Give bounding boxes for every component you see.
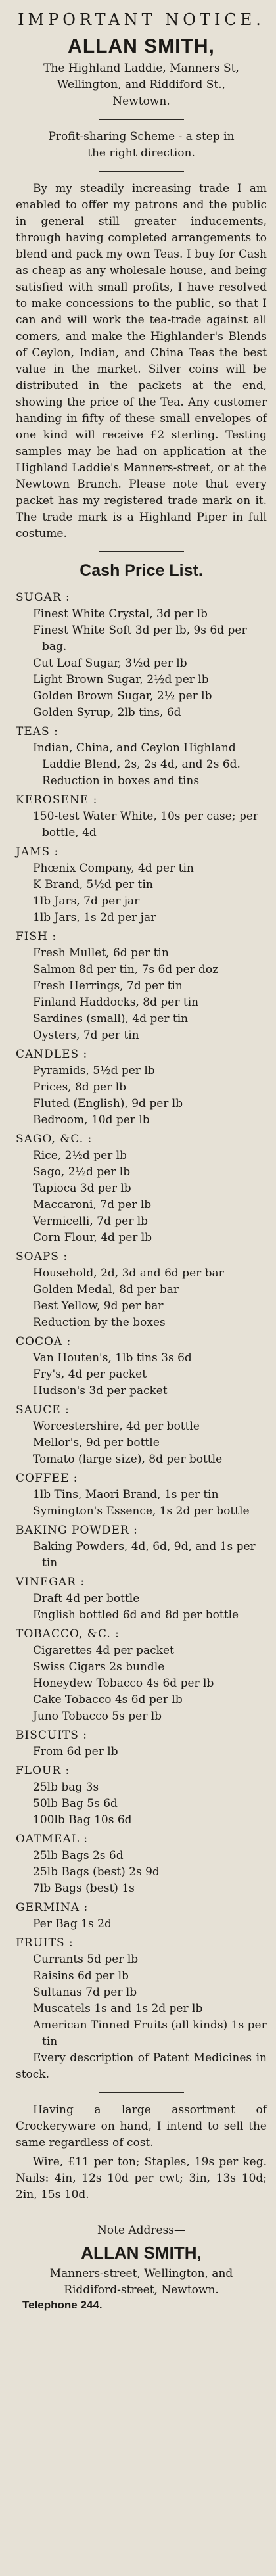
price-item: Mellor's, 9d per bottle <box>33 1436 160 1449</box>
header-address-line: Wellington, and Riddiford St., <box>57 78 226 91</box>
price-item: Corn Flour, 4d per lb <box>33 1231 152 1244</box>
price-item: Finest White Soft 3d per lb, 9s 6d per bag. <box>33 624 247 653</box>
divider <box>99 119 184 120</box>
price-item: Cigarettes 4d per packet <box>33 1644 174 1657</box>
price-item: Van Houten's, 1lb tins 3s 6d <box>33 1351 192 1365</box>
price-item: Fluted (English), 9d per lb <box>33 1097 183 1110</box>
price-category: TOBACCO, &C. : <box>16 1628 120 1641</box>
price-item: Fresh Herrings, 7d per tin <box>33 979 183 993</box>
price-item: Raisins 6d per lb <box>33 1969 129 1982</box>
price-item: Hudson's 3d per packet <box>33 1384 168 1397</box>
footer-address-line: Manners-street, Wellington, and <box>49 2267 233 2280</box>
price-item: 100lb Bag 10s 6d <box>33 1814 132 1827</box>
price-item: Household, 2d, 3d and 6d per bar <box>33 1267 224 1280</box>
price-category: COCOA : <box>16 1335 72 1348</box>
price-item: Fresh Mullet, 6d per tin <box>33 947 169 960</box>
price-item: Swiss Cigars 2s bundle <box>33 1660 165 1674</box>
price-item: 25lb Bags (best) 2s 9d <box>33 1865 160 1879</box>
telephone: Telephone 244. <box>22 2299 103 2311</box>
price-category: FLOUR : <box>16 1764 70 1777</box>
crockery-paragraph: Having a large assortment of Crockeryware on hand, I intend to sell the same regardless of cost. <box>16 2103 267 2149</box>
price-item: Sago, 2½d per lb <box>33 1165 131 1179</box>
price-item: 1lb Jars, 7d per jar <box>33 895 140 908</box>
price-item: Rice, 2½d per lb <box>33 1149 127 1162</box>
price-item: English bottled 6d and 8d per bottle <box>33 1608 239 1622</box>
price-item: Sultanas 7d per lb <box>33 1986 137 1999</box>
price-list-title: Cash Price List. <box>80 561 203 580</box>
tagline <box>16 129 267 162</box>
price-item: Honeydew Tobacco 4s 6d per lb <box>33 1677 214 1690</box>
price-category: COFFEE : <box>16 1472 78 1485</box>
price-category: BISCUITS : <box>16 1729 88 1742</box>
price-item: Currants 5d per lb <box>33 1953 139 1966</box>
divider <box>99 171 184 172</box>
price-item: Oysters, 7d per tin <box>33 1029 139 1042</box>
price-category: FRUITS : <box>16 1936 74 1950</box>
price-item: Reduction by the boxes <box>33 1316 166 1329</box>
price-category: TEAS : <box>16 725 58 738</box>
price-item: Finland Haddocks, 8d per tin <box>33 996 199 1009</box>
price-item: Pyramids, 5½d per lb <box>33 1064 155 1077</box>
price-category: SUGAR : <box>16 591 70 604</box>
price-item: Baking Powders, 4d, 6d, 9d, and 1s per tin <box>33 1540 256 1570</box>
price-item: Golden Brown Sugar, 2½ per lb <box>33 690 212 703</box>
price-item: 50lb Bag 5s 6d <box>33 1797 118 1810</box>
price-item: Finest White Crystal, 3d per lb <box>33 607 208 621</box>
price-item: Phœnix Company, 4d per tin <box>33 862 194 875</box>
price-item: 7lb Bags (best) 1s <box>33 1882 135 1895</box>
price-category: CANDLES : <box>16 1048 88 1061</box>
price-category: JAMS : <box>16 845 59 858</box>
footer-address-line: Riddiford-street, Newtown. <box>64 2283 219 2297</box>
header-address <box>16 60 267 110</box>
price-item: Juno Tobacco 5s per lb <box>33 1710 162 1723</box>
footer-note: Note Address— <box>97 2224 186 2237</box>
header-address-line: The Highland Laddie, Manners St, <box>43 62 239 75</box>
price-category: SAUCE : <box>16 1403 70 1417</box>
price-item: Sardines (small), 4d per tin <box>33 1012 189 1025</box>
tagline-line: Profit-sharing Scheme - a step in <box>48 130 235 143</box>
price-item: Maccaroni, 7d per lb <box>33 1198 152 1211</box>
price-item: Worcestershire, 4d per bottle <box>33 1420 200 1433</box>
price-item: K Brand, 5½d per tin <box>33 878 153 891</box>
divider <box>99 551 184 552</box>
footer-proprietor-name: ALLAN SMITH, <box>81 2243 202 2262</box>
price-category: SOAPS : <box>16 1250 68 1263</box>
price-item: Bedroom, 10d per lb <box>33 1113 150 1127</box>
price-category: GERMINA : <box>16 1901 89 1914</box>
price-item: Muscatels 1s and 1s 2d per lb <box>33 2002 203 2015</box>
price-item: Draft 4d per bottle <box>33 1592 140 1605</box>
intro-paragraph: By my steadily increasing trade I am enabled to offer my patrons and the public in general still greater inducements, through having completed arrangements to blend and pack my own Teas. I buy for Cash as cheap as any wholesale house, and being satisfied with small profits, I have resolved to make concessions to the public, so that I can and will work the tea-trade against all comers, and make the Highlander's Blends of Ceylon, Indian, and China Teas the best value in the market. Silver coins will be distributed in the packets at the end, showing the price of the Tea. Any customer handing in fifty of these small envelopes of one kind will receive £2 sterling. Testing samples may be had on application at the Highland Laddie's Manners-street, or at the Newtown Branch. Please note that every packet has my registered trade mark on it. The trade mark is a Highland Piper in full costume. <box>16 182 267 540</box>
price-item: Per Bag 1s 2d <box>33 1917 112 1931</box>
price-category: VINEGAR : <box>16 1576 85 1589</box>
header-address-line: Newtown. <box>112 95 170 108</box>
price-item: American Tinned Fruits (all kinds) 1s per tin <box>33 2019 267 2048</box>
price-category: SAGO, &C. : <box>16 1133 93 1146</box>
notice-title: IMPORTANT NOTICE. <box>18 11 265 29</box>
price-list <box>16 590 267 2050</box>
wire-paragraph: Wire, £11 per ton; Staples, 19s per keg. Nails: 4in, 12s 10d per cwt; 3in, 13s 10d; 2in, 15s 10d. <box>16 2155 267 2201</box>
price-category: BAKING POWDER : <box>16 1524 138 1537</box>
footer-address <box>16 2266 267 2299</box>
tagline-line: the right direction. <box>87 147 195 160</box>
price-item: From 6d per lb <box>33 1745 118 1758</box>
price-item: 1lb Tins, Maori Brand, 1s per tin <box>33 1488 219 1501</box>
price-item: 1lb Jars, 1s 2d per jar <box>33 911 156 924</box>
divider <box>99 2092 184 2093</box>
price-item: Prices, 8d per lb <box>33 1081 127 1094</box>
price-item: Vermicelli, 7d per lb <box>33 1215 149 1228</box>
price-item: 25lb Bags 2s 6d <box>33 1849 124 1862</box>
price-item: Golden Syrup, 2lb tins, 6d <box>33 706 181 719</box>
proprietor-name: ALLAN SMITH, <box>68 35 215 57</box>
price-item: Best Yellow, 9d per bar <box>33 1300 164 1313</box>
price-item: Tapioca 3d per lb <box>33 1182 131 1195</box>
price-item: Fry's, 4d per packet <box>33 1368 147 1381</box>
price-category: OATMEAL : <box>16 1833 89 1846</box>
price-item: Cake Tobacco 4s 6d per lb <box>33 1693 183 1706</box>
price-item: Cut Loaf Sugar, 3½d per lb <box>33 657 187 670</box>
price-item: 150-test Water White, 10s per case; per bottle, 4d <box>33 810 259 839</box>
price-item: Indian, China, and Ceylon Highland Laddie Blend, 2s, 2s 4d, and 2s 6d. Reduction in boxes and tins <box>33 741 241 787</box>
price-item: Golden Medal, 8d per bar <box>33 1283 179 1296</box>
price-category: FISH : <box>16 930 57 943</box>
price-item: 25lb bag 3s <box>33 1781 99 1794</box>
price-category: KEROSENE : <box>16 793 98 807</box>
price-item: Salmon 8d per tin, 7s 6d per doz <box>33 963 219 976</box>
price-item: Symington's Essence, 1s 2d per bottle <box>33 1505 250 1518</box>
price-item: Light Brown Sugar, 2½d per lb <box>33 673 209 686</box>
price-item: Tomato (large size), 8d per bottle <box>33 1453 223 1466</box>
medicines-note: Every description of Patent Medicines in stock. <box>16 2051 267 2081</box>
